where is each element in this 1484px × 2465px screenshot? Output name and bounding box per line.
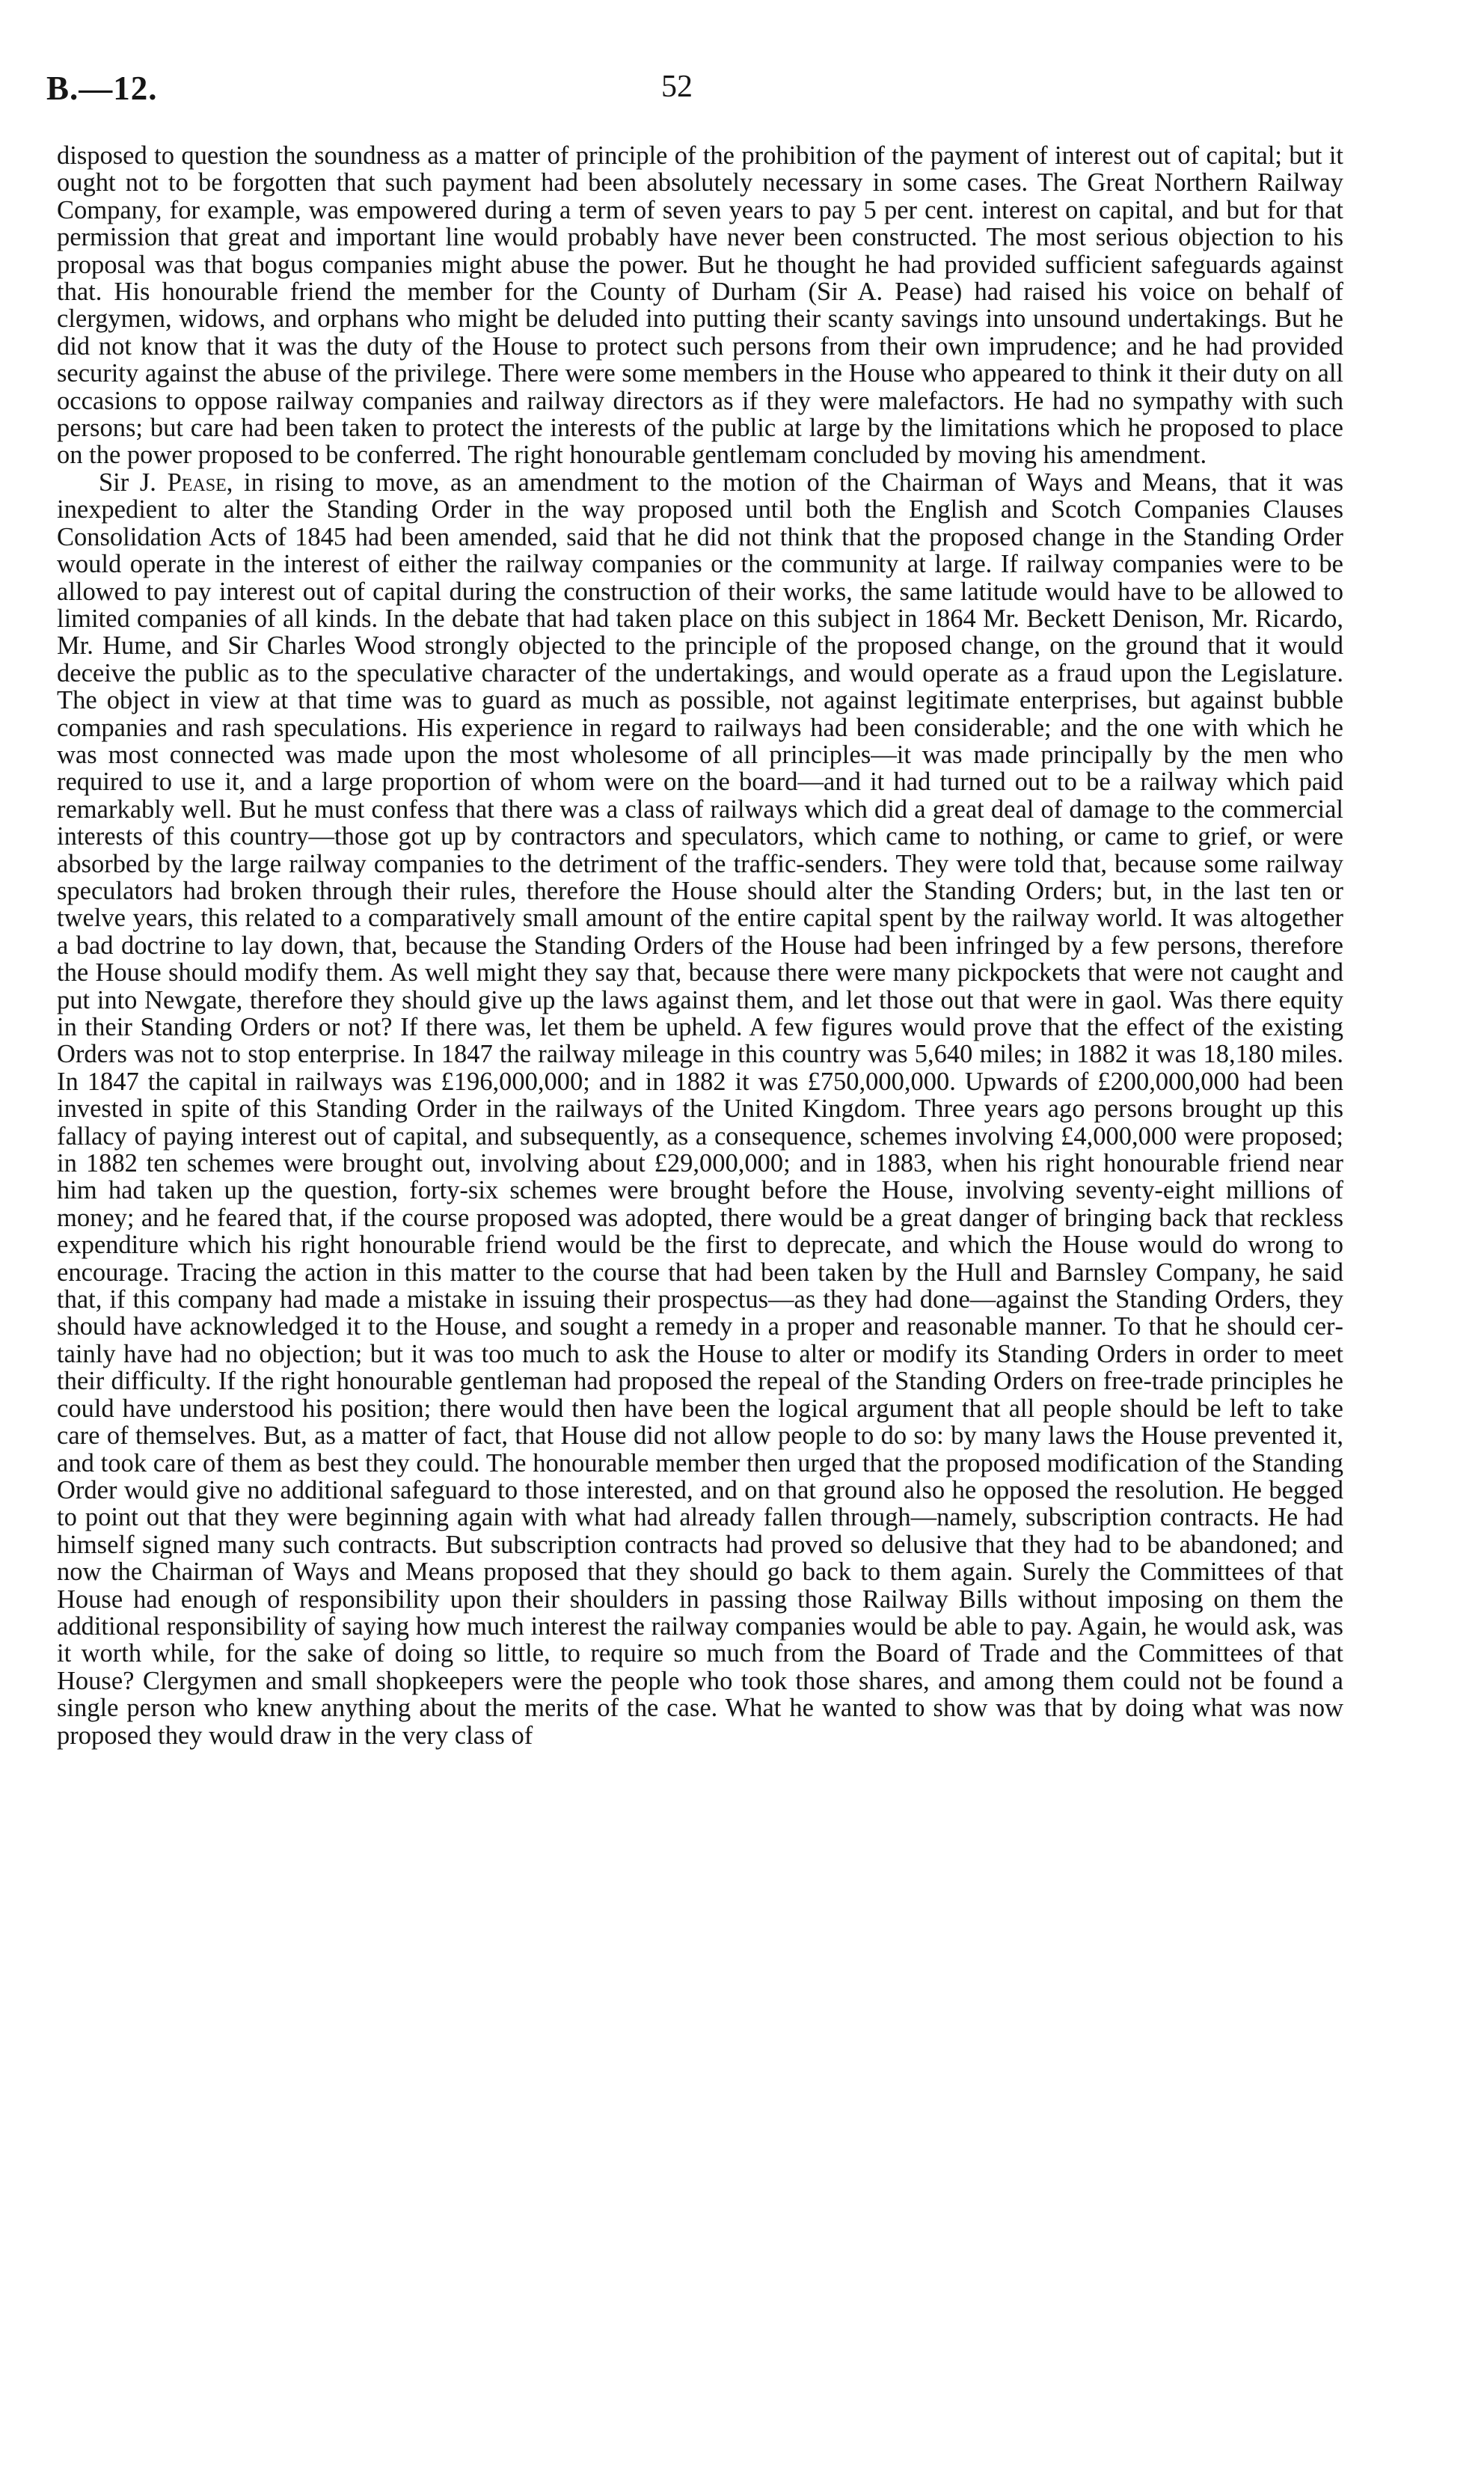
paragraph-text: , in rising to move, as an amendment to the motion of the Chairman of Ways and Means, that it was inexpedient to alter the Standing Order in the way proposed until both the English and Scotch Companies Clauses Consolidation Acts of 1845 had been amended, said that he did not think that the proposed change in the Standing Order would operate in the interest of either the railway companies or the community at large. If railway companies were to be allowed to pay interest out of capital during the construction of their works, the same latitude would have to be allowed to limited companies of all kinds. In the debate that had taken place on this subject in 1864 Mr. Beckett Denison, Mr. Ricardo, Mr. Hume, and Sir Charles Wood strongly objected to the principle of the proposed change, on the ground that it would deceive the public as to the speculative character of the undertakings, and would operate as a fraud upon the Legislature. The object in view at that time was to guard as much as possible, not against legitimate enterprises, but against bubble companies and rash speculations. His experience in regard to railways had been considerable; and the one with which he was most connected was made upon the most wholesome of all principles—it was made principally by the men who required to use it, and a large proportion of whom were on the board—and it had turned out to be a railway which paid remarkably well. But he must confess that there was a class of railways which did a great deal of damage to the commercial interests of this country—those got up by contractors and speculators, which came to nothing, or came to grief, or were absorbed by the large railway companies to the detriment of the traffic-senders. They were told that, because some railway speculators had broken through their rules, therefore the House should alter the Standing Orders; but, in the last ten or twelve years, this related to a comparatively small amount of the entire capital spent by the railway world. It was altogether a bad doctrine to lay down, that, because the Standing Orders of the House had been infringed by a few persons, therefore the House should modify them. As well might they say that, because there were many pickpockets that were not caught and put into Newgate, therefore they should give up the laws against them, and let those out that were in gaol. Was there equity in their Standing Orders or not? If there was, let them be upheld. A few figures would prove that the effect of the existing Orders was not to stop enterprise. In 1847 the railway mileage in this country was 5,640 miles; in 1882 it was 18,180 miles. In 1847 the capital in railways was £196,000,000; and in 1882 it was £750,000,000. Upwards of £200,000,000 had been invested in spite of this Standing Order in the railways of the United Kingdom. Three years ago persons brought up this fallacy of paying interest out of capital, and subsequently, as a consequence, schemes involving £4,000,000 were proposed; in 1882 ten schemes were brought out, involving about £29,000,000; and in 1883, when his right honourable friend near him had taken up the question, forty-six schemes were brought before the House, involving seventy-eight millions of money; and he feared that, if the course proposed was adopted, there would be a great danger of bringing back that reckless expenditure which his right honourable friend would be the first to deprecate, and which the House would do wrong to encourage. Tracing the action in this matter to the course that had been taken by the Hull and Barnsley Company, he said that, if this company had made a mistake in issuing their prospectus—as they had done—against the Standing Orders, they should have acknowledged it to the House, and sought a remedy in a proper and reasonable manner. To that he should certainly have had no objection; but it was too much to ask the House to alter or modify its Standing Orders in order to meet their difficulty. If the right honourable gentleman had proposed the repeal of the Standing Orders on free-trade principles he could have understood his position; there would then have been the logical argument that all people should be left to take care of themselves. But, as a matter of fact, that House did not allow people to do so: by many laws the House prevented it, and took care of them as best they could. The honourable member then urged that the proposed modification of the Standing Order would give no additional safeguard to those interested, and on that ground also he opposed the resolution. He begged to point out that they were beginning again with what had already fallen through—namely, subscription contracts. He had himself signed many such contracts. But subscription contracts had proved so delusive that they had to be abandoned; and now the Chairman of Ways and Means proposed that they should go back to them again. Surely the Committees of that House had enough of responsibility upon their shoulders in passing those Railway Bills without imposing on them the additional responsibility of saying how much interest the railway companies would be able to pay. Again, he would ask, was it worth while, for the sake of doing so little, to require so much from the Board of Trade and the Committees of that House? Clergymen and small shopkeepers were the people who took those shares, and among them could not be found a single person who knew anything about the merits of the case. What he wanted to show was that by doing what was now proposed they would draw in the very class of	[57, 468, 1344, 1750]
speaker-title: Sir J.	[99, 468, 156, 497]
paragraph-sir-j-pease	[57, 469, 1343, 1749]
speaker-name: Pease	[167, 468, 227, 497]
running-header	[0, 69, 1484, 114]
body-text	[57, 142, 1343, 1749]
paragraph-continuation: disposed to question the soundness as a matter of principle of the prohibition of the payment of interest out of capital; but it ought not to be forgotten that such payment had been absolutely necessary in some cases. The Great Northern Railway Company, for example, was empowered during a term of seven years to pay 5 per cent. interest on capital, and but for that permission that great and important line would probably have never been constructed. The most serious objection to his proposal was that bogus companies might abuse the power. But he thought he had provided sufficient safeguards against that. His honourable friend the member for the County of Durham (Sir A. Pease) had raised his voice on behalf of clergymen, widows, and orphans who might be deluded into putting their scanty savings into unsound undertakings. But he did not know that it was the duty of the House to protect such persons from their own imprudence; and he had provided security against the abuse of the privilege. There were some members in the House who appeared to think it their duty on all occasions to oppose railway companies and railway directors as if they were malefactors. He had no sympathy with such persons; but care had been taken to protect the interests of the public at large by the limitations which he proposed to place on the power proposed to be conferred. The right honourable gentlemam concluded by moving his amendment.	[57, 141, 1343, 470]
page-number: 52	[661, 70, 693, 104]
document-reference: B.—12.	[46, 70, 158, 107]
